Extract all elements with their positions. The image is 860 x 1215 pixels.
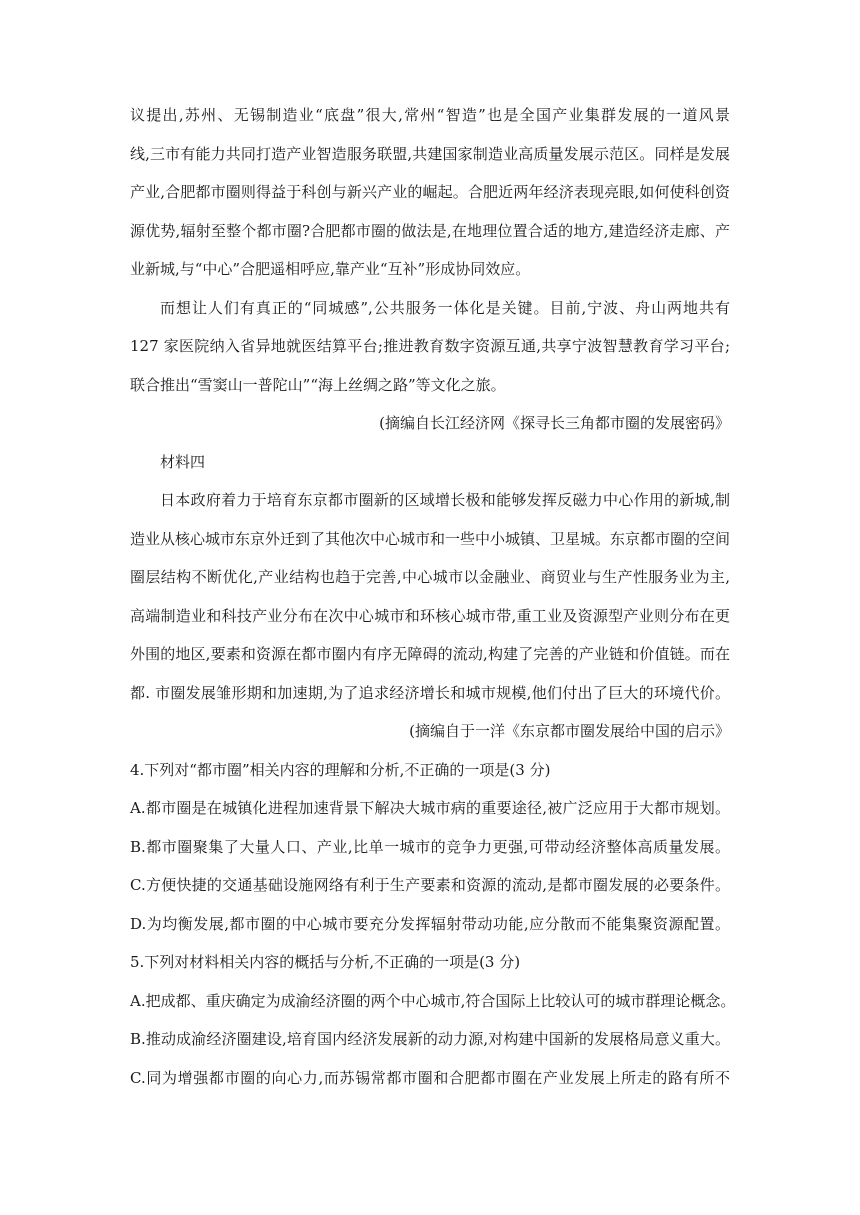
question-stem: 4.下列对“都市圈”相关内容的理解和分析,不正确的一项是(3 分) <box>130 760 551 779</box>
answer-option: D.为均衡发展,都市圈的中心城市要充分发挥辐射带动功能,应分散而不能集聚资源配置。 <box>130 914 730 933</box>
paragraph-line: 源优势,辐射至整个都市圈?合肥都市圈的做法是,在地理位置合适的地方,建造经济走廊、产 <box>130 221 730 240</box>
source-citation: (摘编自于一洋《东京都市圈发展给中国的启示》 <box>409 722 730 740</box>
answer-option: B.都市圈聚集了大量人口、产业,比单一城市的竞争力更强,可带动经济整体高质量发展。 <box>130 837 730 856</box>
answer-option: A.把成都、重庆确定为成渝经济圈的两个中心城市,符合国际上比较认可的城市群理论概念。 <box>130 991 736 1010</box>
question-stem: 5.下列对材料相关内容的概括与分析,不正确的一项是(3 分) <box>130 953 521 971</box>
material-heading: 材料四 <box>160 452 206 471</box>
paragraph-line: 产业,合肥都市圈则得益于科创与新兴产业的崛起。合肥近两年经济表现亮眼,如何使科创资 <box>130 183 730 201</box>
paragraph-line: 外围的地区,要素和资源在都市圈内有序无障碍的流动,构建了完善的产业链和价值链。而在 <box>130 645 730 663</box>
source-citation: (摘编自长江经济网《探寻长三角都市圈的发展密码》 <box>379 414 730 432</box>
answer-option: C.方便快捷的交通基础设施网络有利于生产要素和资源的流动,是都市圈发展的必要条件。 <box>130 876 730 894</box>
paragraph-line: 圈层结构不断优化,产业结构也趋于完善,中心城市以金融业、商贸业与生产性服务业为主, <box>130 568 730 586</box>
paragraph-line: 高端制造业和科技产业分布在次中心城市和环核心城市带,重工业及资源型产业则分布在更 <box>130 606 730 625</box>
paragraph-line: 议提出,苏州、无锡制造业“底盘”很大,常州“智造”也是全国产业集群发展的一道风景 <box>130 106 730 124</box>
paragraph-line: 127 家医院纳入省异地就医结算平台;推进教育数字资源互通,共享宁波智慧教育学习平台; <box>130 337 730 355</box>
paragraph-line: 业新城,与“中心”合肥遥相呼应,靠产业“互补”形成协同效应。 <box>130 260 531 278</box>
paragraph-line: 日本政府着力于培育东京都市圈新的区域增长极和能够发挥反磁力中心作用的新城,制 <box>160 491 730 509</box>
paragraph-line: 都. 市圈发展雏形期和加速期,为了追求经济增长和城市规模,他们付出了巨大的环境代价。 <box>130 683 730 702</box>
paragraph-line: 联合推出“雪窦山一普陀山”“海上丝绸之路”等文化之旅。 <box>130 375 506 394</box>
paragraph-line: 而想让人们有真正的“同城感”,公共服务一体化是关键。目前,宁波、舟山两地共有 <box>160 298 730 317</box>
answer-option: B.推动成渝经济圈建设,培育国内经济发展新的动力源,对构建中国新的发展格局意义重大。 <box>130 1030 730 1048</box>
paragraph-line: 造业从核心城市东京外迁到了其他次中心城市和一些中小城镇、卫星城。东京都市圈的空间 <box>130 529 731 548</box>
answer-option: C.同为增强都市圈的向心力,而苏锡常都市圈和合肥都市圈在产业发展上所走的路有所不 <box>130 1068 730 1087</box>
paragraph-line: 线,三市有能力共同打造产业智造服务联盟,共建国家制造业高质量发展示范区。同样是发展 <box>130 144 730 163</box>
answer-option: A.都市圈是在城镇化进程加速背景下解决大城市病的重要途径,被广泛应用于大都市规划。 <box>130 799 730 817</box>
